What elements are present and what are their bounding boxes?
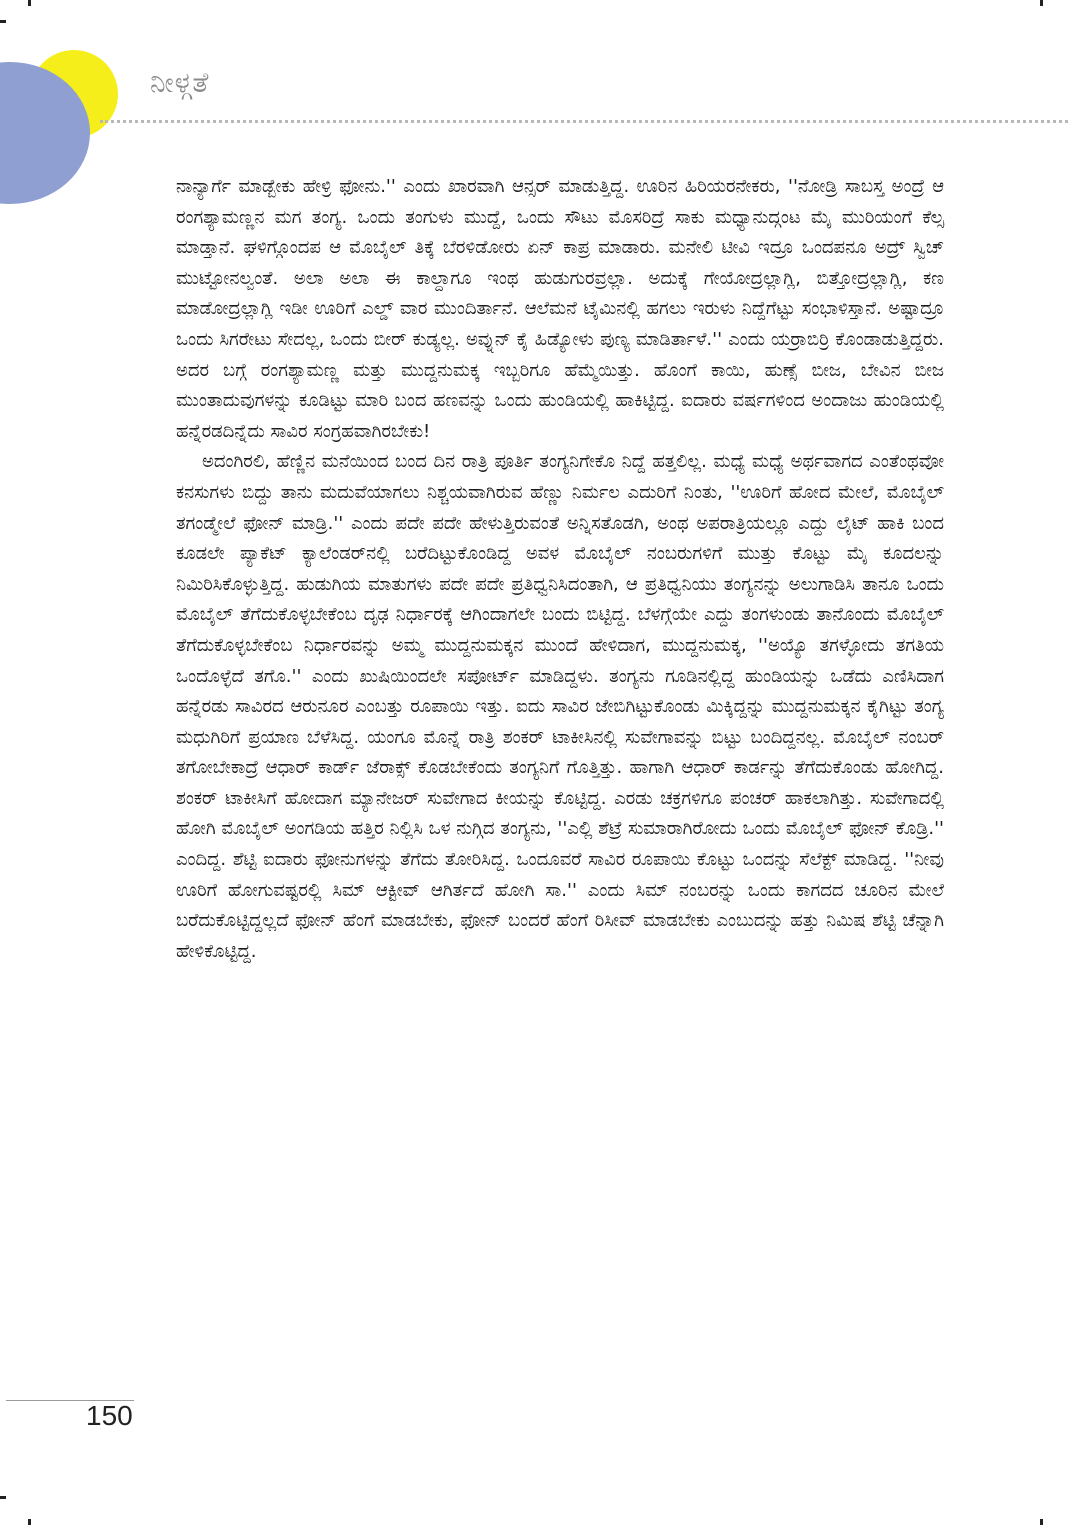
crop-mark-top-left-v (28, 0, 31, 6)
crop-mark-bottom-left (0, 1496, 6, 1499)
crop-mark-top-right-v (1040, 0, 1043, 6)
header-dotted-rule (100, 120, 1068, 123)
crop-mark-bottom-left-v (28, 1519, 31, 1525)
page-number: 150 (86, 1400, 133, 1431)
crop-mark-bottom-right-v (1040, 1519, 1043, 1525)
body-text (176, 172, 944, 967)
paragraph: ಅದಂಗಿರಲಿ, ಹೆಣ್ಣಿನ ಮನೆಯಿಂದ ಬಂದ ದಿನ ರಾತ್ರಿ ಪೂರ್ತಿ ತಂಗ್ಯನಿಗೇಕೊ ನಿದ್ದೆ ಹತ್ತಲಿಲ್ಲ. ಮಧ್ಯೆ ಮಧ್ಯೆ ಅರ್ಥವಾಗದ ಎಂತೆಂಥವೋ ಕನಸುಗಳು ಬಿದ್ದು ತಾನು ಮದುವೆಯಾಗಲು ನಿಶ್ಚಯವಾಗಿರುವ ಹೆಣ್ಣು ನಿರ್ಮಲ ಎದುರಿಗೆ ನಿಂತು, ''ಊರಿಗೆ ಹೋದ ಮೇಲೆ, ಮೊಬೈಲ್ ತಗಂಡ್ಮೇಲೆ ಫೋನ್ ಮಾಡ್ರಿ.'' ಎಂದು ಪದೇ ಪದೇ ಹೇಳುತ್ತಿರುವಂತೆ ಅನ್ನಿಸತೊಡಗಿ, ಅಂಥ ಅಪರಾತ್ರಿಯಲ್ಲೂ ಎದ್ದು ಲೈಟ್ ಹಾಕಿ ಬಂದ ಕೂಡಲೇ ಪ್ಯಾಕೆಟ್ ಕ್ಯಾಲೆಂಡರ್‌ನಲ್ಲಿ ಬರೆದಿಟ್ಟುಕೊಂಡಿದ್ದ ಅವಳ ಮೊಬೈಲ್ ನಂಬರುಗಳಿಗೆ ಮುತ್ತು ಕೊಟ್ಟು ಮೈ ಕೂದಲನ್ನು ನಿಮಿರಿಸಿಕೊಳ್ಳುತ್ತಿದ್ದ. ಹುಡುಗಿಯ ಮಾತುಗಳು ಪದೇ ಪದೇ ಪ್ರತಿಧ್ವನಿಸಿದಂತಾಗಿ, ಆ ಪ್ರತಿಧ್ವನಿಯು ತಂಗ್ಯನನ್ನು ಅಲುಗಾಡಿಸಿ ತಾನೂ ಒಂದು ಮೊಬೈಲ್ ತೆಗೆದುಕೊಳ್ಳಬೇಕೆಂಬ ದೃಢ ನಿರ್ಧಾರಕ್ಕೆ ಆಗಿಂದಾಗಲೇ ಬಂದು ಬಿಟ್ಟಿದ್ದ. ಬೆಳಗ್ಗೆಯೇ ಎದ್ದು ತಂಗಳುಂಡು ತಾನೊಂದು ಮೊಬೈಲ್ ತೆಗೆದುಕೊಳ್ಳಬೇಕೆಂಬ ನಿರ್ಧಾರವನ್ನು ಅಮ್ಮ ಮುದ್ದನುಮಕ್ಕನ ಮುಂದೆ ಹೇಳಿದಾಗ, ಮುದ್ದನುಮಕ್ಕ, ''ಅಯ್ಯೊ ತಗಳ್ಳೋದು ತಗತಿಯ ಒಂದೊಳ್ಳೆದೆ ತಗೊ.'' ಎಂದು ಖುಷಿಯಿಂದಲೇ ಸಪೋರ್ಟ್ ಮಾಡಿದ್ದಳು. ತಂಗ್ಯನು ಗೂಡಿನಲ್ಲಿದ್ದ ಹುಂಡಿಯನ್ನು ಒಡೆದು ಎಣಿಸಿದಾಗ ಹನ್ನೆರಡು ಸಾವಿರದ ಆರುನೂರ ಎಂಬತ್ತು ರೂಪಾಯಿ ಇತ್ತು. ಐದು ಸಾವಿರ ಜೇಬಿಗಿಟ್ಟುಕೊಂಡು ಮಿಕ್ಕಿದ್ದನ್ನು ಮುದ್ದನುಮಕ್ಕನ ಕೈಗಿಟ್ಟು ತಂಗ್ಯ ಮಧುಗಿರಿಗೆ ಪ್ರಯಾಣ ಬೆಳೆಸಿದ್ದ. ಯಂಗೂ ಮೊನ್ನೆ ರಾತ್ರಿ ಶಂಕರ್ ಟಾಕೀಸಿನಲ್ಲಿ ಸುವೇಗಾವನ್ನು ಬಿಟ್ಟು ಬಂದಿದ್ದನಲ್ಲ. ಮೊಬೈಲ್ ನಂಬರ್ ತಗೋಬೇಕಾದ್ರೆ ಆಧಾರ್ ಕಾರ್ಡ್ ಜೆರಾಕ್ಸ್ ಕೊಡಬೇಕೆಂದು ತಂಗ್ಯನಿಗೆ ಗೊತ್ತಿತ್ತು. ಹಾಗಾಗಿ ಆಧಾರ್ ಕಾರ್ಡನ್ನು ತೆಗೆದುಕೊಂಡು ಹೋಗಿದ್ದ. ಶಂಕರ್ ಟಾಕೀಸಿಗೆ ಹೋದಾಗ ಮ್ಯಾನೇಜರ್ ಸುವೇಗಾದ ಕೀಯನ್ನು ಕೊಟ್ಟಿದ್ದ. ಎರಡು ಚಕ್ರಗಳಿಗೂ ಪಂಚರ್ ಹಾಕಲಾಗಿತ್ತು. ಸುವೇಗಾದಲ್ಲಿ ಹೋಗಿ ಮೊಬೈಲ್ ಅಂಗಡಿಯ ಹತ್ತಿರ ನಿಲ್ಲಿಸಿ ಒಳ ನುಗ್ಗಿದ ತಂಗ್ಯನು, ''ಎಲ್ಲಿ ಶೆಟ್ರೆ ಸುಮಾರಾಗಿರೋದು ಒಂದು ಮೊಬೈಲ್ ಫೋನ್ ಕೊಡ್ರಿ.'' ಎಂದಿದ್ದ. ಶೆಟ್ಟಿ ಐದಾರು ಫೋನುಗಳನ್ನು ತೆಗೆದು ತೋರಿಸಿದ್ದ. ಒಂದೂವರೆ ಸಾವಿರ ರೂಪಾಯಿ ಕೊಟ್ಟು ಒಂದನ್ನು ಸೆಲೆಕ್ಟ್ ಮಾಡಿದ್ದ. ''ನೀವು ಊರಿಗೆ ಹೋಗುವಷ್ಟರಲ್ಲಿ ಸಿಮ್ ಆಕ್ಟೀವ್ ಆಗಿರ್ತದೆ ಹೋಗಿ ಸಾ.'' ಎಂದು ಸಿಮ್ ನಂಬರನ್ನು ಒಂದು ಕಾಗದದ ಚೂರಿನ ಮೇಲೆ ಬರೆದುಕೊಟ್ಟಿದ್ದಲ್ಲದೆ ಫೋನ್ ಹೆಂಗೆ ಮಾಡಬೇಕು, ಫೋನ್ ಬಂದರೆ ಹೆಂಗೆ ರಿಸೀವ್ ಮಾಡಬೇಕು ಎಂಬುದನ್ನು ಹತ್ತು ನಿಮಿಷ ಶೆಟ್ಟಿ ಚೆನ್ನಾಗಿ ಹೇಳಿಕೊಟ್ಟಿದ್ದ. (176, 451, 944, 962)
running-head: ನೀಳ್ಗತೆ (150, 66, 210, 99)
paragraph: ನಾನ್ಯಾರ್ಗೆ ಮಾಡ್ಬೇಕು ಹೇಳ್ರಿ ಫೋನು.'' ಎಂದು ಖಾರವಾಗಿ ಆನ್ಸರ್ ಮಾಡುತ್ತಿದ್ದ. ಊರಿನ ಹಿರಿಯರನೇಕರು, ''ನೋಡ್ರಿ ಸಾಬಸ್ತ ಅಂದ್ರೆ ಆ ರಂಗಶ್ಯಾಮಣ್ಣನ ಮಗ ತಂಗ್ಯ. ಒಂದು ತಂಗುಳು ಮುದ್ದೆ, ಒಂದು ಸೌಟು ಮೊಸರಿದ್ರೆ ಸಾಕು ಮಧ್ಯಾನುದ್ಗಂಟ ಮೈ ಮುರಿಯಂಗೆ ಕೆಲ್ಸ ಮಾಡ್ತಾನೆ. ಘಳಿಗ್ಗೊಂದಪ ಆ ಮೊಬೈಲ್ ತಿಕ್ಕೆ ಬೆರಳಿಡೋರು ಏನ್ ಕಾಪ್ರ ಮಾಡಾರು. ಮನೇಲಿ ಟೀವಿ ಇದ್ರೂ ಒಂದಪನೂ ಅದ್ರ್ ಸ್ವಿಚ್ ಮುಟ್ಟೋನಲ್ವಂತೆ. ಅಲಾ ಅಲಾ ಈ ಕಾಲ್ದಾಗೂ ಇಂಥ ಹುಡುಗುರವ್ರಲ್ಲಾ. ಅದುಕ್ಕೆ ಗೇಯೋದ್ರಲ್ಲಾಗ್ಲಿ, ಬಿತ್ತೋದ್ರಲ್ಲಾಗ್ಲಿ, ಕಣ ಮಾಡೋದ್ರಲ್ಲಾಗ್ಲಿ ಇಡೀ ಊರಿಗೆ ಎಲ್ಡ್ ವಾರ ಮುಂದಿರ್ತಾನೆ. ಆಲೆಮನೆ ಟೈಮಿನಲ್ಲಿ ಹಗಲು ಇರುಳು ನಿದ್ದೆಗೆಟ್ಟು ಸಂಭಾಳಿಸ್ತಾನೆ. ಅಷ್ಟಾದ್ರೂ ಒಂದು ಸಿಗರೇಟು ಸೇದಲ್ಲ, ಒಂದು ಬೀರ್ ಕುಡ್ಯಲ್ಲ. ಅವ್ನುನ್ ಕೈ ಹಿಡ್ಯೋಳು ಪುಣ್ಯ ಮಾಡಿರ್ತಾಳೆ.'' ಎಂದು ಯರ್ರಾಬಿರ್ರಿ ಕೊಂಡಾಡುತ್ತಿದ್ದರು. ಅದರ ಬಗ್ಗೆ ರಂಗಶ್ಯಾಮಣ್ಣ ಮತ್ತು ಮುದ್ದನುಮಕ್ಕ ಇಬ್ಬರಿಗೂ ಹೆಮ್ಮೆಯಿತ್ತು. ಹೊಂಗೆ ಕಾಯಿ, ಹುಣ್ಸೆ ಬೀಜ, ಬೇವಿನ ಬೀಜ ಮುಂತಾದುವುಗಳನ್ನು ಕೂಡಿಟ್ಟು ಮಾರಿ ಬಂದ ಹಣವನ್ನು ಒಂದು ಹುಂಡಿಯಲ್ಲಿ ಹಾಕಿಟ್ಟಿದ್ದ. ಐದಾರು ವರ್ಷಗಳಿಂದ ಅಂದಾಜು ಹುಂಡಿಯಲ್ಲಿ ಹನ್ನೆರಡದಿನ್ನೆದು ಸಾವಿರ ಸಂಗ್ರಹವಾಗಿರಬೇಕು! (176, 176, 944, 442)
crop-mark-top-left (0, 20, 6, 23)
